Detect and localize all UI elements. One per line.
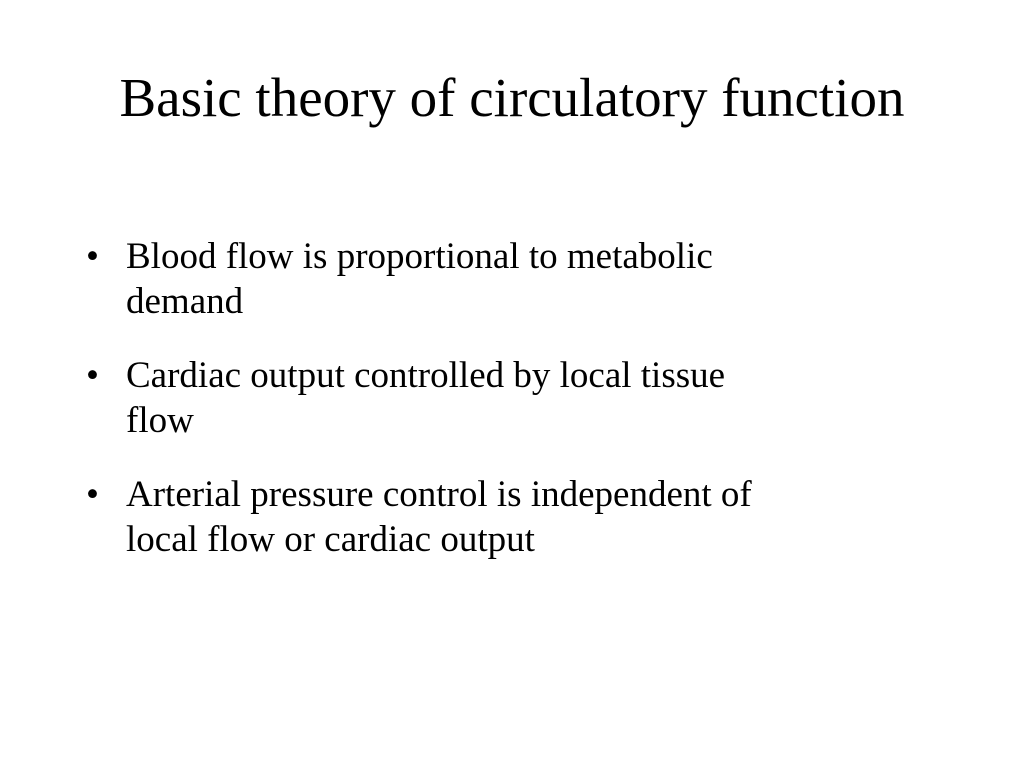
bullet-text-line: flow bbox=[126, 400, 194, 441]
bullet-text-line: local flow or cardiac output bbox=[126, 519, 535, 560]
bullet-text-line: Cardiac output controlled by local tissue bbox=[126, 355, 726, 396]
slide-title: Basic theory of circulatory function bbox=[119, 67, 905, 128]
bullet-item bbox=[86, 234, 916, 324]
bullet-item bbox=[86, 353, 916, 443]
bullet-text-line: demand bbox=[126, 281, 244, 322]
bullet-marker: • bbox=[86, 474, 99, 515]
bullet-item bbox=[86, 472, 916, 562]
bullet-list bbox=[86, 234, 916, 591]
bullet-text-line: Blood flow is proportional to metabolic bbox=[126, 236, 713, 277]
bullet-marker: • bbox=[86, 236, 99, 277]
bullet-text-line: Arterial pressure control is independent of bbox=[126, 474, 752, 515]
bullet-marker: • bbox=[86, 355, 99, 396]
